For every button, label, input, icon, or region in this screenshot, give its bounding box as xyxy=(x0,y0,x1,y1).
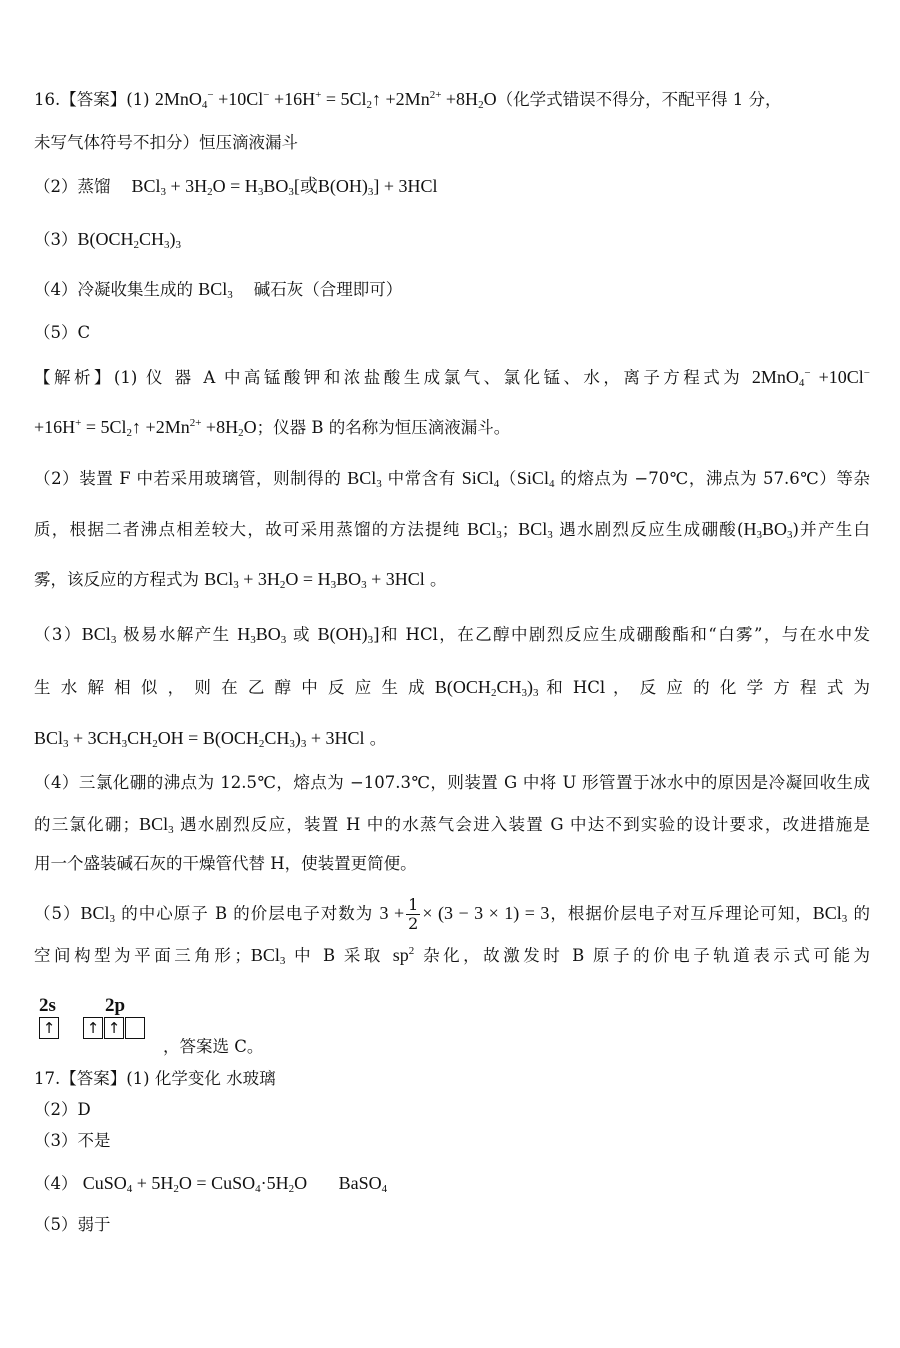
q17-answer-1: 17.【答案】(1) 化学变化 水玻璃 xyxy=(34,1069,276,1088)
q16-explanation-4a: （4）三氯化硼的沸点为 12.5℃，熔点为 −107.3℃，则装置 G 中将 U 形管置于冰水中的原因是冷凝回收生成 xyxy=(34,773,870,792)
q16-answer-5: （5）C xyxy=(34,323,91,342)
q17-answer-4: （4） CuSO$_4$ + $5H_2O$ = $CuSO_4\cdot 5H_2O$ BaSO$_4$ xyxy=(34,1173,388,1195)
orbital-box-2p-1: ↑ xyxy=(83,1017,103,1039)
orbital-box-2s: ↑ xyxy=(39,1017,59,1039)
q16-explanation-2b: 质，根据二者沸点相差较大，故可采用蒸馏的方法提纯 BCl$_3$；BCl$_3$ 遇水剧烈反应生成硼酸$(H_3BO_3)$并产生白 xyxy=(34,519,870,541)
q16-explanation-1a: 【解析】(1) 仪 器 A 中高锰酸钾和浓盐酸生成氯气、氯化锰、水，离子方程式为 2MnO$_4$− +10Cl− xyxy=(34,367,870,389)
q16-explanation-1b: $+16H^+ = 5Cl_2↑ +2Mn^{2+} +8H_2O$；仪器 B 的名称为恒压滴液漏斗。 xyxy=(34,417,511,439)
q16-answer-4: （4）冷凝收集生成的 BCl$_3$ 碱石灰（合理即可） xyxy=(34,279,403,301)
q16-answer-3: $(3)B(OCH_2CH_3)_3$ xyxy=(34,229,182,251)
q16-answer-label: 16.【答案】(1) xyxy=(34,90,155,109)
orbital-diagram xyxy=(37,995,177,1045)
q16-explanation-3c: $BCl_3 + 3CH_3CH_2OH = B(OCH_2CH_3)_3 + 3HCl$ 。 xyxy=(34,728,387,750)
orbital-box-2p-2: ↑ xyxy=(104,1017,124,1039)
q16-explanation-3b: 生 水 解 相 似 ， 则 在 乙 醇 中 反 应 生 成 $B(OCH_2CH_3)_3$ 和 HCl ， 反 应 的 化 学 方 程 式 为 xyxy=(34,677,870,699)
orbital-label-2p: 2p xyxy=(105,995,126,1016)
q16-explanation-5b: 空间构型为平面三角形；BCl$_3$ 中 B 采取 $sp^2$ 杂化，故激发时 B 原子的价电子轨道表示式可能为 xyxy=(34,945,870,967)
q16-ionic-equation: $2MnO_4^- +10Cl^- +16H^+ = 5Cl_2↑ +2Mn^{2+} +8H_2O$ xyxy=(154,89,497,111)
q16-explanation-3a: （3）BCl$_3$ 极易水解产生 $H_3BO_3$ 或 $B(OH)_3$]和 HCl，在乙醇中剧烈反应生成硼酸酯和“白雾”，与在水中发 xyxy=(34,624,871,646)
q16-answer-line-1 xyxy=(34,88,870,111)
q16-answer-2: （2）蒸馏 $BCl_3 + 3H_2O = H_3BO_3$[或$B(OH)_3] + 3HCl$ xyxy=(34,176,438,198)
q16-answer-line-2: 未写气体符号不扣分）恒压滴液漏斗 xyxy=(34,133,298,152)
q17-answer-3: （3）不是 xyxy=(34,1131,111,1150)
orbital-box-2p-3 xyxy=(125,1017,145,1039)
q17-answer-2: （2）D xyxy=(34,1100,91,1119)
q16-explanation-5a: （5）BCl$_3$ 的中心原子 B 的价层电子对数为 3 + $\frac{1}{2}$ × (3 − 3 × 1) = 3，根据价层电子对互斥理论可知，BCl$_3$ 的 xyxy=(34,895,871,933)
q16-explanation-5c: ，答案选 C。 xyxy=(163,1037,264,1056)
q16-explanation-2c: 雾，该反应的方程式为 $BCl_3 + 3H_2O = H_3BO_3 + 3HCl$ 。 xyxy=(34,569,447,591)
q16-scoring-note: （化学式错误不得分，不配平得 1 分， xyxy=(496,90,782,109)
fraction: $\frac{1}{2}$ xyxy=(408,895,419,933)
q17-answer-5: （5）弱于 xyxy=(34,1215,111,1234)
orbital-label-2s: 2s xyxy=(39,995,56,1016)
q16-explanation-4c: 用一个盛装碱石灰的干燥管代替 H，使装置更简便。 xyxy=(34,854,417,873)
q16-explanation-2a: （2）装置 F 中若采用玻璃管，则制得的 BCl$_3$ 中常含有 SiCl$_4$（SiCl$_4$ 的熔点为 −70℃，沸点为 57.6℃）等杂 xyxy=(34,468,870,490)
q16-explanation-4b: 的三氯化硼；BCl$_3$ 遇水剧烈反应，装置 H 中的水蒸气会进入装置 G 中达不到实验的设计要求，改进措施是 xyxy=(34,814,870,836)
